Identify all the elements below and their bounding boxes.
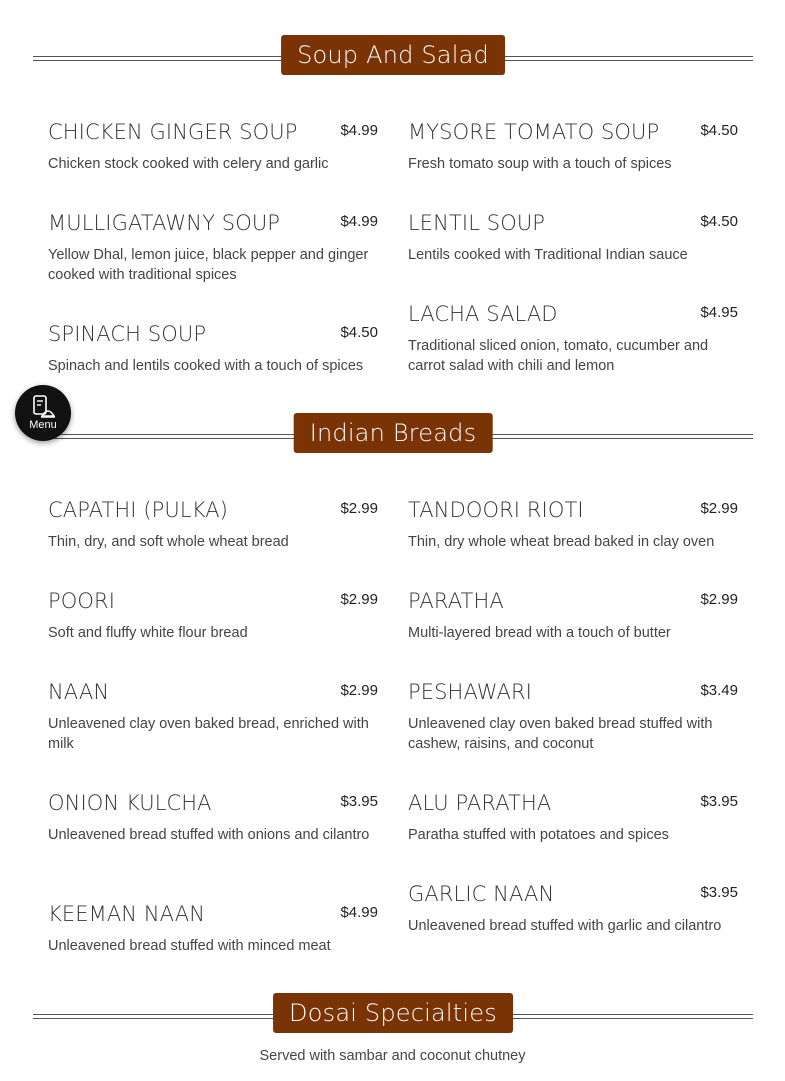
item-price: $3.95 [700, 884, 738, 901]
menu-item[interactable] [408, 678, 738, 789]
item-description: Unleavened clay oven baked bread, enriched with milk [48, 716, 369, 752]
menu-item[interactable] [48, 496, 378, 587]
menu-item[interactable] [48, 320, 378, 411]
item-price: $4.99 [340, 904, 378, 921]
item-description: Thin, dry, and soft whole wheat bread [48, 534, 289, 550]
item-price: $3.49 [700, 682, 738, 699]
item-name: SPINACH SOUP [48, 322, 207, 346]
item-description: Paratha stuffed with potatoes and spices [408, 827, 669, 843]
item-name: PESHAWARI [408, 680, 532, 704]
menu-item[interactable] [48, 587, 378, 678]
item-name: NAAN [48, 680, 110, 704]
menu-item[interactable] [48, 209, 378, 320]
item-price: $2.99 [340, 682, 378, 699]
section-title: Indian Breads [294, 413, 493, 453]
item-name: ONION KULCHA [48, 791, 212, 815]
soup-salad-left-column [48, 118, 378, 411]
item-name: KEEMAN NAAN [48, 902, 206, 926]
item-description: Yellow Dhal, lemon juice, black pepper and ginger cooked with traditional spices [48, 247, 369, 283]
item-description: Soft and fluffy white flour bread [48, 625, 248, 641]
item-description: Fresh tomato soup with a touch of spices [408, 156, 672, 172]
menu-item[interactable] [408, 118, 738, 209]
item-description: Thin, dry whole wheat bread baked in clay oven [408, 534, 715, 550]
item-description: Unleavened clay oven baked bread stuffed with cashew, raisins, and coconut [408, 716, 713, 752]
item-price: $2.99 [700, 591, 738, 608]
item-name: CHICKEN GINGER SOUP [48, 120, 298, 144]
menu-button-label: Menu [29, 419, 57, 431]
item-description: Traditional sliced onion, tomato, cucumber and carrot salad with chili and lemon [408, 338, 709, 374]
item-description: Multi-layered bread with a touch of butter [408, 625, 671, 641]
section-header-indian-breads [33, 413, 753, 453]
section-header-dosai-specialties [33, 993, 753, 1033]
menu-book-icon [30, 394, 56, 420]
item-description: Unleavened bread stuffed with onions and cilantro [48, 827, 370, 843]
section-header-soup-and-salad [33, 35, 753, 75]
item-name: GARLIC NAAN [408, 882, 555, 906]
menu-item[interactable] [408, 496, 738, 587]
item-price: $4.99 [340, 213, 378, 230]
item-price: $3.95 [340, 793, 378, 810]
item-name: TANDOORI RIOTI [408, 498, 584, 522]
menu-item[interactable] [408, 209, 738, 300]
item-description: Chicken stock cooked with celery and garlic [48, 156, 329, 172]
item-name: PARATHA [408, 589, 504, 613]
menu-item[interactable] [48, 900, 378, 991]
menu-item[interactable] [48, 789, 378, 900]
item-price: $2.99 [340, 500, 378, 517]
item-name: MULLIGATAWNY SOUP [48, 211, 281, 235]
item-description: Unleavened bread stuffed with minced meat [48, 938, 331, 954]
menu-button[interactable] [15, 385, 71, 441]
item-name: CAPATHI (PULKA) [48, 498, 228, 522]
item-name: ALU PARATHA [408, 791, 552, 815]
menu-item[interactable] [48, 678, 378, 789]
item-price: $4.50 [700, 122, 738, 139]
item-name: LENTIL SOUP [408, 211, 546, 235]
soup-salad-right-column [408, 118, 738, 411]
menu-item[interactable] [408, 880, 738, 991]
item-name: LACHA SALAD [408, 302, 558, 326]
breads-right-column [408, 496, 738, 991]
item-price: $2.99 [700, 500, 738, 517]
menu-item[interactable] [408, 300, 738, 411]
section-title: Dosai Specialties [273, 993, 513, 1033]
item-description: Spinach and lentils cooked with a touch of spices [48, 358, 364, 374]
item-price: $4.50 [700, 213, 738, 230]
item-name: POORI [48, 589, 116, 613]
item-price: $2.99 [340, 591, 378, 608]
section-title: Soup And Salad [281, 35, 505, 75]
item-description: Lentils cooked with Traditional Indian sauce [408, 247, 688, 263]
breads-left-column [48, 496, 378, 991]
item-price: $4.99 [340, 122, 378, 139]
menu-item[interactable] [408, 789, 738, 880]
item-price: $4.95 [700, 304, 738, 321]
section-subtitle: Served with sambar and coconut chutney [259, 1048, 526, 1064]
menu-item[interactable] [408, 587, 738, 678]
item-description: Unleavened bread stuffed with garlic and cilantro [408, 918, 722, 934]
item-name: MYSORE TOMATO SOUP [408, 120, 660, 144]
item-price: $4.50 [340, 324, 378, 341]
item-price: $3.95 [700, 793, 738, 810]
menu-item[interactable] [48, 118, 378, 209]
